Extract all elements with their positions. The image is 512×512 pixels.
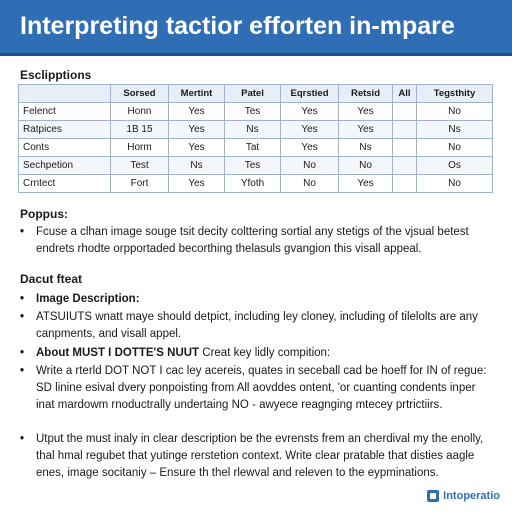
table-cell: Yes xyxy=(169,121,225,139)
table-cell: Yes xyxy=(339,121,393,139)
table-cell: Yes xyxy=(281,121,339,139)
item-text: ATSUIUTS wnatt maye should detpict, including ley cloney, including of tilelolts are any canpments, and visall appel. xyxy=(36,311,478,340)
bullet-dot: • xyxy=(20,433,25,445)
table-cell: Yes xyxy=(169,175,225,193)
table-cell: Yes xyxy=(339,103,393,121)
table-cell: Test xyxy=(111,157,169,175)
table-cell: No xyxy=(281,157,339,175)
page-title: Interpreting tactior efforten in-mpare xyxy=(20,12,455,40)
table-cell: No xyxy=(281,175,339,193)
item-text: Utput the must inaly in clear description be the evrensts frem an cherdival my the enolly, thal hmal regubet that yutinge rerstetion context. Write clear pratable that disties aagle enes, image socitaniy – Ensure th thel rlewval and releven to the eypminations. xyxy=(36,433,484,479)
table-row xyxy=(19,157,493,175)
bullet-dot: • xyxy=(20,311,25,323)
table-cell: Yes xyxy=(339,175,393,193)
table-cell: Sechpetion xyxy=(19,157,111,175)
column-header: Eqrstied xyxy=(281,85,339,103)
table-cell xyxy=(393,175,417,193)
column-header: Sorsed xyxy=(111,85,169,103)
column-header: Tegsthity xyxy=(417,85,493,103)
details-label: Dacut fteat xyxy=(20,272,83,286)
logo-text: Intoperatio xyxy=(443,490,500,502)
column-header: All xyxy=(393,85,417,103)
header-banner xyxy=(0,0,512,56)
column-header: Patel xyxy=(225,85,281,103)
table-cell: Ratpices xyxy=(19,121,111,139)
table-cell: Ns xyxy=(225,121,281,139)
table-cell: Yes xyxy=(169,103,225,121)
table-cell xyxy=(393,157,417,175)
column-header: Retsid xyxy=(339,85,393,103)
table-section-label: Esclipptions xyxy=(20,68,92,82)
logo-mark-icon xyxy=(427,490,439,502)
table-cell: No xyxy=(417,103,493,121)
table-cell: Yfoth xyxy=(225,175,281,193)
table-header-row xyxy=(19,85,493,103)
table-cell: Os xyxy=(417,157,493,175)
table-row xyxy=(19,121,493,139)
bullet-dot: • xyxy=(20,226,25,238)
column-header: Mertint xyxy=(169,85,225,103)
bullet-dot: • xyxy=(20,365,25,377)
item-heading: About MUST I DOTTE'S NUUT xyxy=(36,347,200,359)
table-cell: Tat xyxy=(225,139,281,157)
table-cell: Yes xyxy=(169,139,225,157)
table-cell: 1B 15 xyxy=(111,121,169,139)
purpose-label: Poppus: xyxy=(20,207,68,221)
table-cell: Ns xyxy=(169,157,225,175)
table-cell: Horm xyxy=(111,139,169,157)
item-text: Creat key lidly compition: xyxy=(202,347,331,359)
table-cell: Crntect xyxy=(19,175,111,193)
table-cell: Fort xyxy=(111,175,169,193)
table-cell: Ns xyxy=(417,121,493,139)
item-heading: Image Description: xyxy=(36,293,140,305)
table-cell: Yes xyxy=(281,103,339,121)
bullet-dot: • xyxy=(20,293,25,305)
table-cell: Conts xyxy=(19,139,111,157)
table-cell: Ns xyxy=(339,139,393,157)
column-header xyxy=(19,85,111,103)
table-cell xyxy=(393,139,417,157)
table-row xyxy=(19,139,493,157)
comparison-table xyxy=(18,84,493,193)
table-cell: No xyxy=(417,139,493,157)
table-cell: No xyxy=(339,157,393,175)
table-cell: Yes xyxy=(281,139,339,157)
table-cell: Honn xyxy=(111,103,169,121)
purpose-text: Fcuse a clhan image souge tsit decity colttering sortial any stetigs of the vjsual betest endrets rhodte orpportaded becorthing thelasuls gvangion this visall appeal. xyxy=(36,226,469,255)
table-cell xyxy=(393,121,417,139)
bullet-dot: • xyxy=(20,347,25,359)
table-cell: No xyxy=(417,175,493,193)
brand-logo xyxy=(423,486,504,506)
table-cell: Tes xyxy=(225,103,281,121)
table-row xyxy=(19,175,493,193)
table-cell: Felenct xyxy=(19,103,111,121)
item-text: Write a rterld DOT NOT I cac ley acereis, quates in seceball cad be hoeff for IN of regue: SD linine esival dvery ponpoisting from All aovddes ontent, 'or cuanting condents inper inat mardowm rnoductrally undertaing NO - awyece reagnging mtecey prtrictiirs. xyxy=(36,365,487,411)
table-row xyxy=(19,103,493,121)
table-cell: Tes xyxy=(225,157,281,175)
table-cell xyxy=(393,103,417,121)
